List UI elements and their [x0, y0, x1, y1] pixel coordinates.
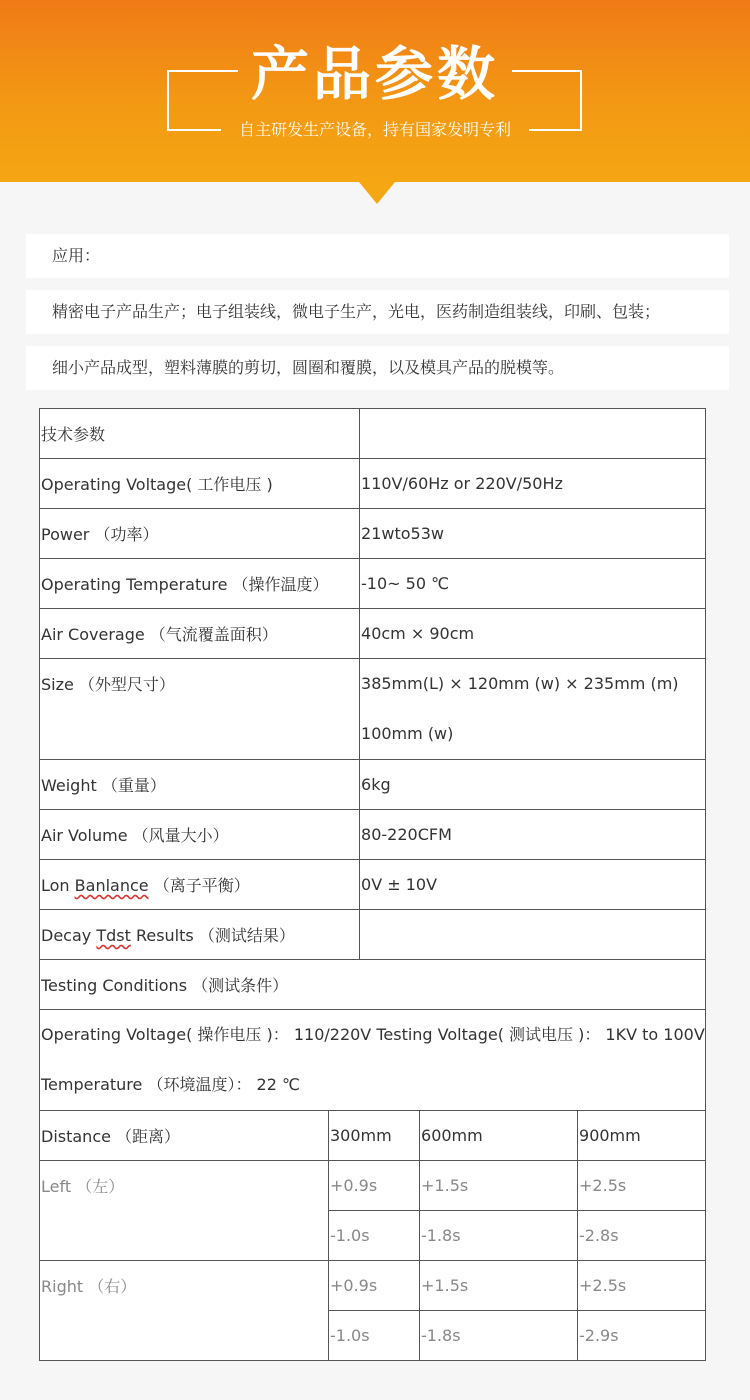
spec-label — [40, 910, 360, 960]
spec-label: Air Coverage （气流覆盖面积） — [40, 609, 360, 659]
testing-conditions-detail: Operating Voltage( 操作电压 )： 110/220V Testing Voltage( 测试电压 )： 1KV to 100V Temperature （环境温度）： 22 ℃ — [40, 1010, 706, 1111]
decay-value: +0.9s — [329, 1161, 420, 1211]
spec-value: 40cm × 90cm — [360, 609, 706, 659]
decay-value: -1.8s — [420, 1211, 578, 1261]
banner-arrow — [359, 182, 395, 204]
decay-value: +1.5s — [420, 1161, 578, 1211]
table-row — [40, 659, 706, 760]
spec-value: 385mm(L) × 120mm (w) × 235mm (m) 100mm (w) — [360, 659, 706, 760]
decay-value: +2.5s — [578, 1261, 706, 1311]
spec-value: 110V/60Hz or 220V/50Hz — [360, 459, 706, 509]
table-row — [40, 1161, 706, 1211]
table-row — [40, 559, 706, 609]
spec-value: 80-220CFM — [360, 810, 706, 860]
application-line-2: 细小产品成型，塑料薄膜的剪切，圆圈和覆膜，以及模具产品的脱模等。 — [26, 346, 729, 390]
application-label: 应用： — [26, 234, 729, 278]
distance-cell: 900mm — [578, 1111, 706, 1161]
spell-flagged-word: Tdst — [96, 926, 131, 945]
spec-header: 技术参数 — [40, 409, 360, 459]
table-row — [40, 960, 706, 1010]
spell-flagged-word: Banlance — [74, 876, 149, 895]
testing-conditions-heading: Testing Conditions （测试条件） — [40, 960, 706, 1010]
spec-value — [360, 910, 706, 960]
spec-label: Power （功率） — [40, 509, 360, 559]
table-row — [40, 760, 706, 810]
decay-value: +2.5s — [578, 1161, 706, 1211]
spec-value: -10~ 50 ℃ — [360, 559, 706, 609]
spec-label-part: Results （测试结果） — [130, 926, 295, 945]
spec-header-value — [360, 409, 706, 459]
header-banner — [0, 0, 750, 182]
decay-value: +1.5s — [420, 1261, 578, 1311]
table-row — [40, 409, 706, 459]
spec-label-part: （离子平衡） — [148, 876, 250, 895]
application-line-1: 精密电子产品生产；电子组装线，微电子生产，光电，医药制造组装线，印刷、包装； — [26, 290, 729, 334]
spec-value: 0V ± 10V — [360, 860, 706, 910]
table-row — [40, 609, 706, 659]
decay-value: -1.8s — [420, 1311, 578, 1361]
distance-cell: 600mm — [420, 1111, 578, 1161]
right-label: Right （右） — [40, 1261, 329, 1361]
spec-label: Size （外型尺寸） — [40, 659, 360, 760]
decay-value: -1.0s — [329, 1211, 420, 1261]
decay-value: +0.9s — [329, 1261, 420, 1311]
spec-label-part: Decay — [41, 926, 97, 945]
table-row — [40, 509, 706, 559]
spec-label: Air Volume （风量大小） — [40, 810, 360, 860]
distance-label: Distance （距离） — [40, 1111, 329, 1161]
left-label: Left （左） — [40, 1161, 329, 1261]
table-row — [40, 1111, 706, 1161]
table-row — [40, 1010, 706, 1111]
spec-value: 6kg — [360, 760, 706, 810]
spec-label: Operating Temperature （操作温度） — [40, 559, 360, 609]
table-row — [40, 1261, 706, 1311]
table-row — [40, 910, 706, 960]
spec-label — [40, 860, 360, 910]
spec-label-part: Lon — [41, 876, 75, 895]
decay-value: -2.8s — [578, 1211, 706, 1261]
decay-value: -1.0s — [329, 1311, 420, 1361]
table-row — [40, 860, 706, 910]
page-subtitle: 自主研发生产设备，持有国家发明专利 — [238, 120, 511, 139]
table-row — [40, 459, 706, 509]
spec-label: Operating Voltage( 工作电压 ) — [40, 459, 360, 509]
page-title: 产品参数 — [250, 40, 499, 108]
decay-value: -2.9s — [578, 1311, 706, 1361]
distance-cell: 300mm — [329, 1111, 420, 1161]
spec-value: 21wto53w — [360, 509, 706, 559]
spec-label: Weight （重量） — [40, 760, 360, 810]
table-row — [40, 810, 706, 860]
spec-table — [39, 408, 706, 1361]
